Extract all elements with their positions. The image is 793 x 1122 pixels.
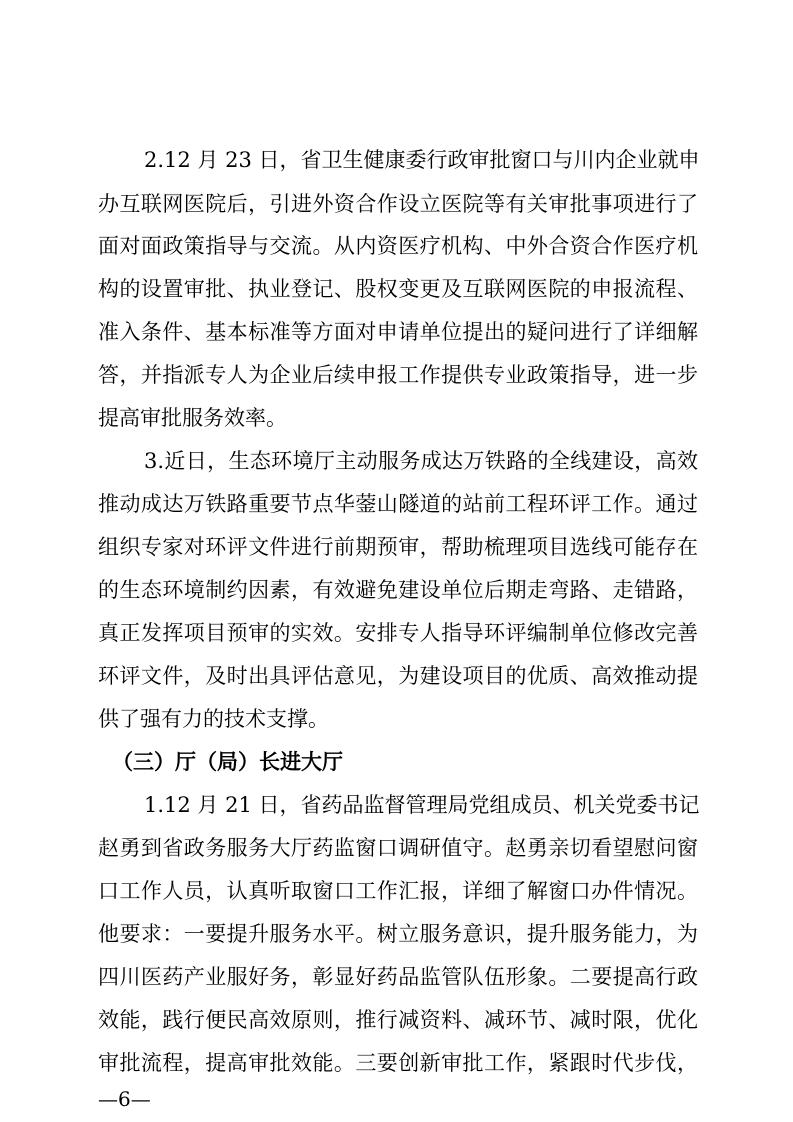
paragraph-1-line-3: 面对面政策指导与交流。从内资医疗机构、中外合资合作医疗机 [98, 234, 698, 258]
paragraph-3-line-2: 赵勇到省政务服务大厅药监窗口调研值守。赵勇亲切看望慰问窗 [98, 836, 698, 860]
section-heading: （三）厅（局）长进大厅 [112, 749, 343, 774]
paragraph-3-line-4: 他要求：一要提升服务水平。树立服务意识，提升服务能力，为 [98, 922, 698, 946]
paragraph-1-line-1: 2.12 月 23 日，省卫生健康委行政审批窗口与川内企业就申 [144, 148, 700, 172]
paragraph-1-line-7: 提高审批服务效率。 [98, 406, 287, 430]
paragraph-2-line-5: 真正发挥项目预审的实效。安排专人指导环评编制单位修改完善 [98, 621, 698, 645]
paragraph-1-line-4: 构的设置审批、执业登记、股权变更及互联网医院的申报流程、 [98, 277, 698, 301]
paragraph-1-line-6: 答，并指派专人为企业后续申报工作提供专业政策指导，进一步 [98, 363, 698, 387]
paragraph-2-line-2: 推动成达万铁路重要节点华蓥山隧道的站前工程环评工作。通过 [98, 492, 698, 516]
paragraph-2-line-7: 供了强有力的技术支撑。 [98, 707, 329, 731]
paragraph-2-line-4: 的生态环境制约因素，有效避免建设单位后期走弯路、走错路， [98, 578, 698, 602]
paragraph-3-line-6: 效能，践行便民高效原则，推行减资料、减环节、减时限，优化 [98, 1008, 698, 1032]
paragraph-3-line-3: 口工作人员，认真听取窗口工作汇报，详细了解窗口办件情况。 [98, 879, 698, 903]
paragraph-3-line-7: 审批流程，提高审批效能。三要创新审批工作，紧跟时代步伐， [98, 1051, 698, 1075]
paragraph-2-line-3: 组织专家对环评文件进行前期预审，帮助梳理项目选线可能存在 [98, 535, 698, 559]
paragraph-2-line-1: 3.近日，生态环境厅主动服务成达万铁路的全线建设，高效 [144, 449, 698, 473]
paragraph-3-line-1: 1.12 月 21 日，省药品监督管理局党组成员、机关党委书记 [144, 793, 700, 817]
paragraph-1-line-2: 办互联网医院后，引进外资合作设立医院等有关审批事项进行了 [98, 192, 698, 216]
paragraph-3-line-5: 四川医药产业服好务，彰显好药品监管队伍形象。二要提高行政 [98, 965, 698, 989]
paragraph-1-line-5: 准入条件、基本标准等方面对申请单位提出的疑问进行了详细解 [98, 320, 698, 344]
paragraph-2-line-6: 环评文件，及时出具评估意见，为建设项目的优质、高效推动提 [98, 664, 698, 688]
page-number: —6— [98, 1087, 151, 1111]
